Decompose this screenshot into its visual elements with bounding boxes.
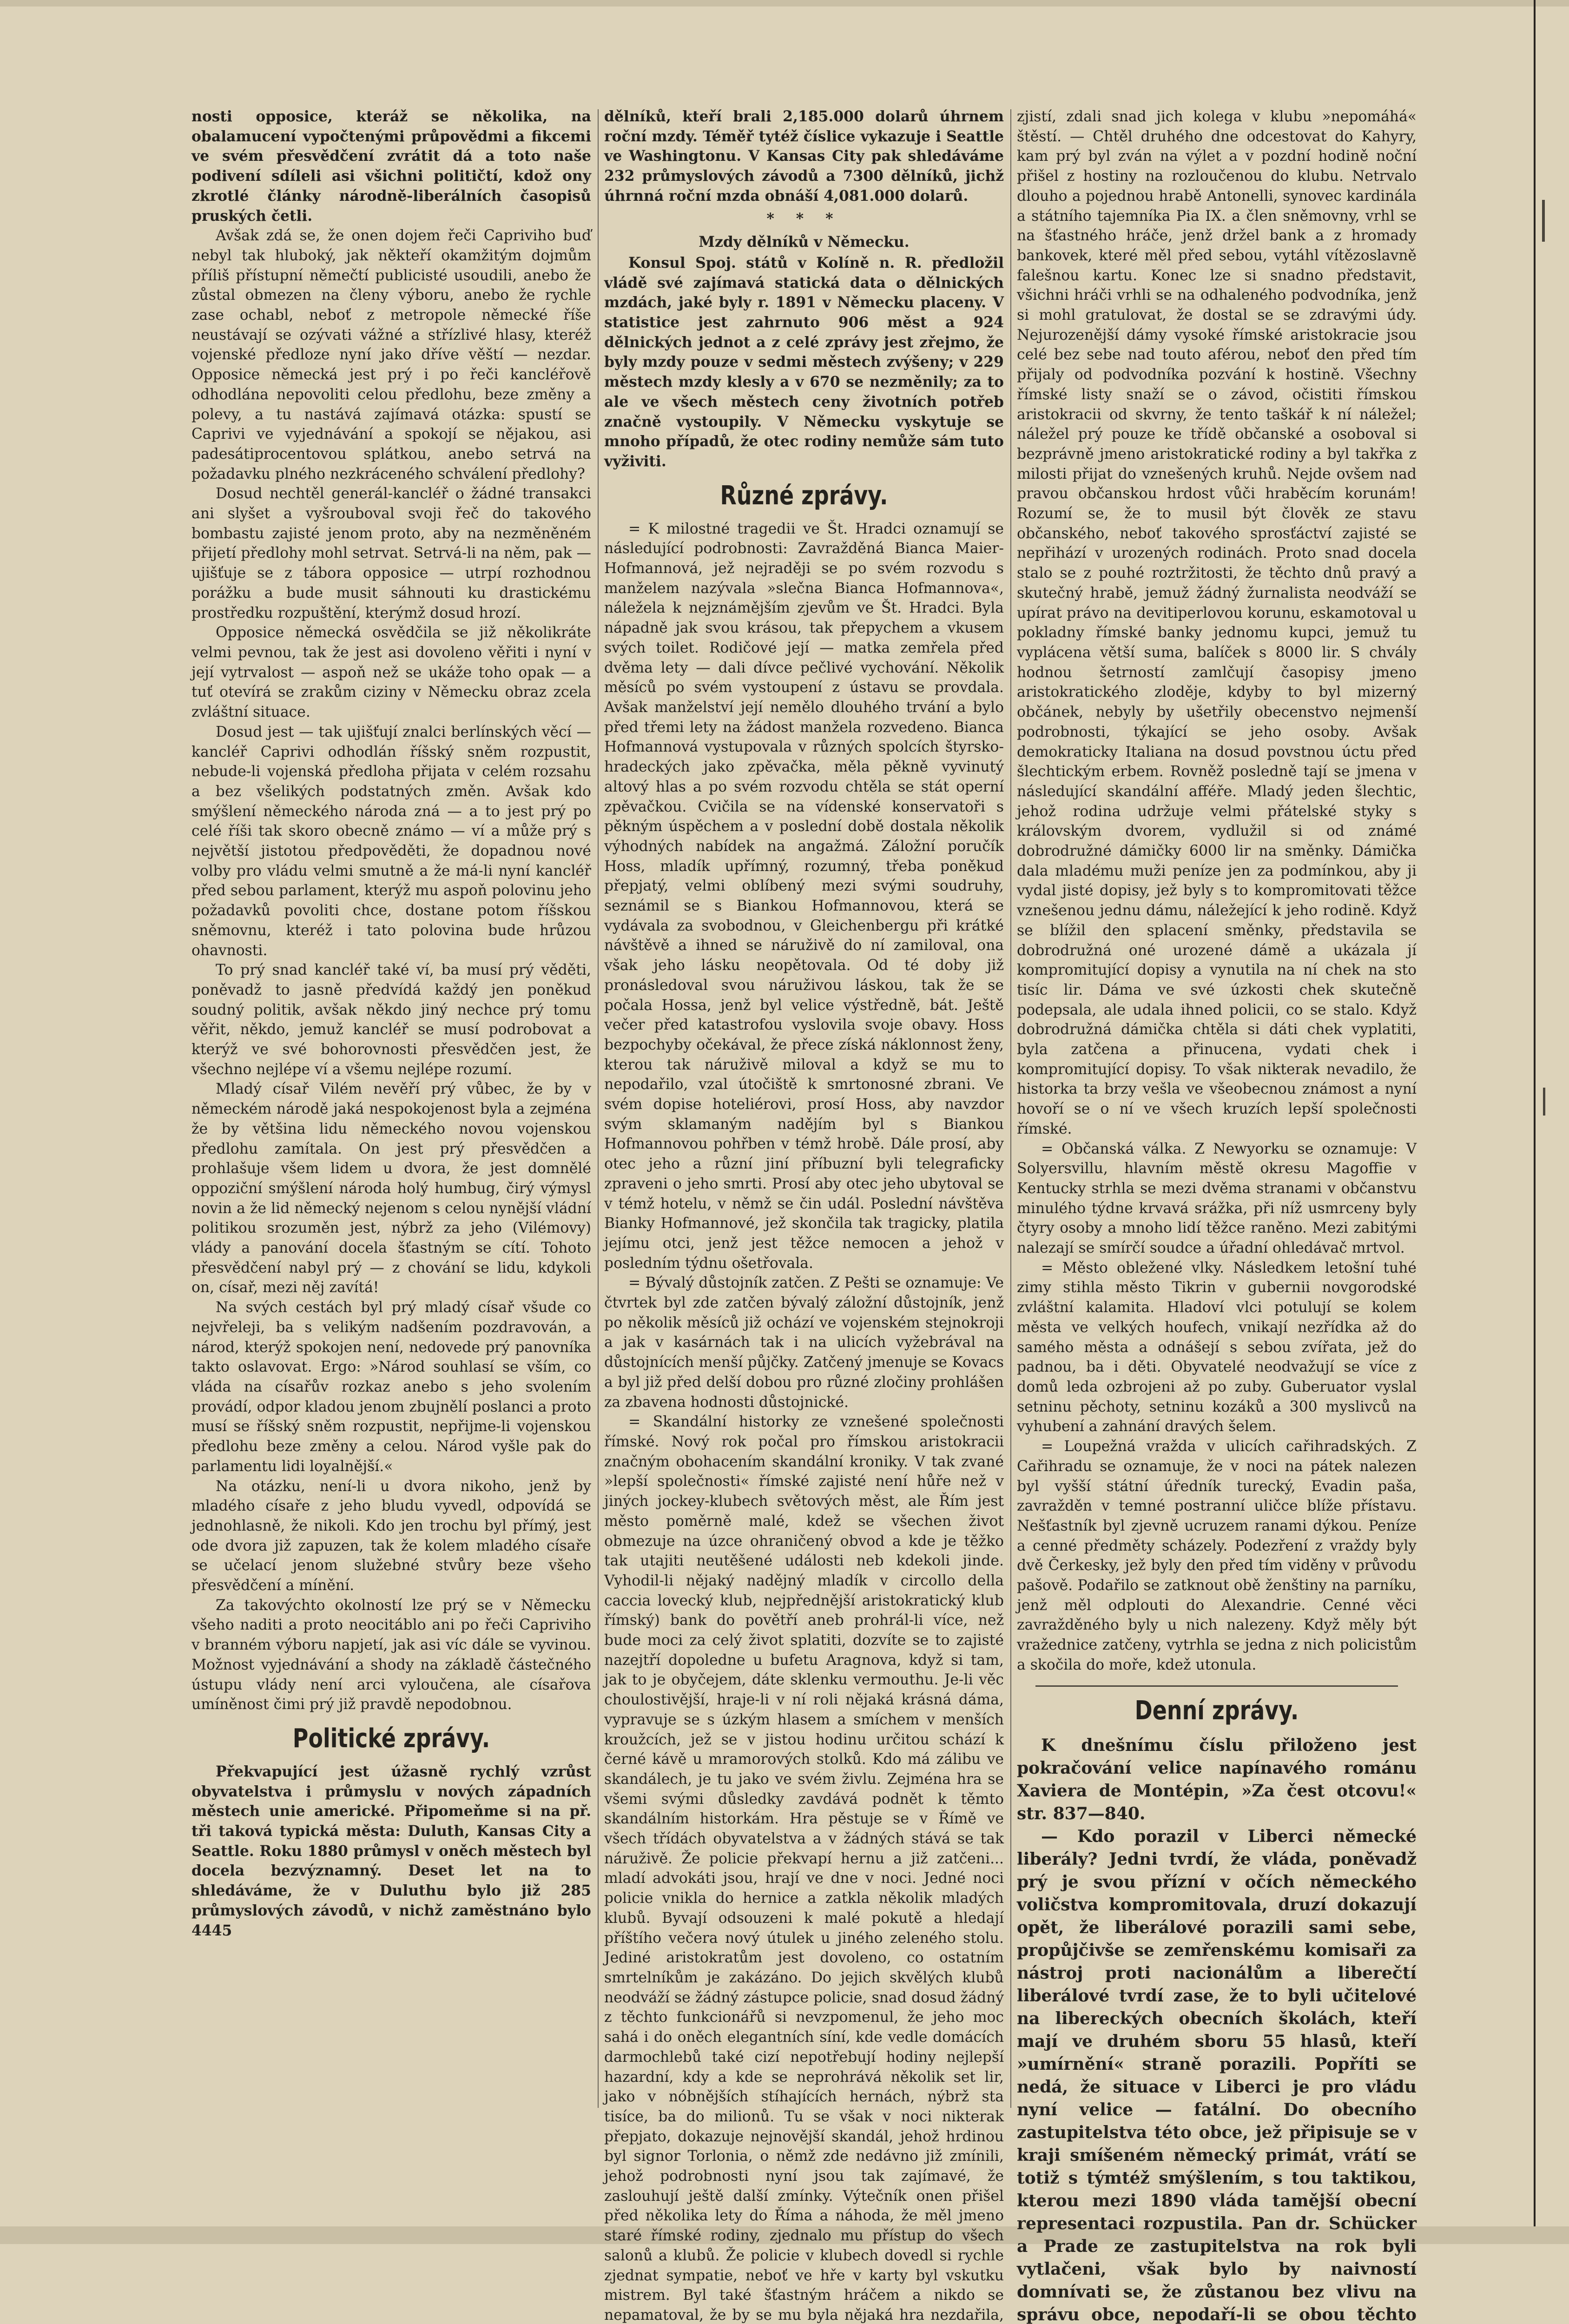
paragraph: Dosud jest — tak ujišťují znalci berlínských věcí — kancléř Caprivi odhodlán říšský sněm rozpustit, nebude-li vojenská předloha přijata v celém rozsahu a bez všelikých podstatných změn. Avšak kdo smýšlení německého národa zná — a to jest prý po celé říši tak skoro obecně známo — ví a může prý s největší jistotou předpověděti, že dopadnou nové volby pro vládu velmi smutně a že má-li nyní kancléř před sebou parlament, kterýž mu aspoň polovinu jeho požadavků povoliti chce, dostane potom říšskou sněmovnu, kteréž i tato polovina bude hrůzou ohavnosti. [191, 723, 591, 959]
column-1 [191, 107, 591, 2189]
paragraph: K dnešnímu číslu přiloženo jest pokračování velice napínavého románu Xaviera de Montépin, »Za čest otcovu!« str. 837—840. [1017, 1735, 1417, 1823]
section-heading-ruzne-zpravy: Různé zprávy. [720, 480, 888, 511]
paragraph: Za takovýchto okolností lze prý se v Německu všeho naditi a proto neocitáblo ani po řeči Capriviho v branném výboru napjetí, jak asi víc dále se vyvinou. Možnost vyjednávání a shody na základě částečného ústupu vlády není arci vyloučena, ale císařova umíněnost čimi prý již pravdě nepodobnou. [191, 1597, 591, 1713]
paragraph: = Skandální historky ze vznešené společnosti římské. Nový rok počal pro římskou aristokracii značným obohacením skandální kroniky. V tak zvané »lepší společnosti« římské zajisté není hůře než v jiných jockey-klubech světových měst, ale Řím jest město poměrně malé, kdež se všechen život obmezuje na úzce ohraničený obvod a kde je těžko tak utajiti neutěšené události neb kdekoli jinde. Vyhodil-li nějaký nadějný mladík v circollo della caccia lovecký klub, nejpřednější aristokratický klub římský) bank do povětří aneb prohrál-li více, než bude moci za celý život splatiti, dozvíte se to zajisté nazejtří dopoledne u bufetu Aragnova, když si tam, jak to je obyčejem, dáte sklenku vermouthu. Je-li věc choulostivější, hraje-li v ní roli nějaká krásná dáma, vypravuje se s úzkým hlasem a smíchem v menších kroužcích, jež se v jistou hodinu určitou schází k černé kávě u mramorových stolků. Kdo má zálibu ve skandálech, je tu jako ve svém živlu. Zejména hra se všemi svými důsledky zavdává podnět k těmto skandálním historkám. Hra pěstuje se v Římě ve všech třídách obyvatelstva a v žádných stává se tak náruživě. Že policie překvapí hernu a již zatčeni... mladí advokáti jsou, hrají ve dne v noci. Jedné noci policie vnikla do hernice a zatkla několik mladých klubů. Byvají odsouzeni k malé pokutě a hledají příštího večera nový útulek u jiného zeleného stolu. Jediné aristokratům jest dovoleno, co ostatním smrtelníkům je zakázáno. Do jejich skvělých klubů neodváží se žádný zástupce policie, snad dosud žádný z těchto funkcionářů si nevzpomenul, že jeho moc sahá i do oněch elegantních síní, kde vedle domácích darmochlebů také cizí nepotřebují hodiny nejlepší hazardní, kdy a kde se neprohrává několik set lir, jako v nóbnějších stíhajících hernách, nýbrž sta tisíce, ba do milionů. Tu se však v noci nikterak přepjato, dokazuje nejnovější skandál, jehož hrdinou byl signor Torlonia, o němž zde nedávno již zmínili, jehož podrobnosti nyní jsou tak zajímavé, že zaslouhují ještě další zmínky. Výtečník onen přišel před několika lety do Říma a náhoda, že měl jmeno staré římské rodiny, zjednalo mu přístup do všech salonů a klubů. Že policie v klubech dovedl si rychle zjednat sympatie, neboť ve hře v karty byl vskutku mistrem. Byl také šťastným hráčem a nikdo se nepamatoval, že by se mu byla nějaká hra nezdařila, [604, 1413, 1004, 2324]
paragraph: Opposice německá osvědčila se již několikráte velmi pevnou, tak že jest asi dovoleno věřiti i nyní v její vytrvalost — aspoň než se ukáže toho opak — a tuť otevírá se zrakům ciziny v Německu obraz zcela zvláštní situace. [191, 624, 591, 721]
paragraph: Na svých cestách byl prý mladý císař všude co nejvřeleji, ba s velikým nadšením pozdravován, a národ, kterýž spokojen není, nedovede prý panovníka takto oslavovat. Ergo: »Národ souhlasí se vším, co vláda na císařův rozkaz anebo s jeho svolením provádí, odpor kladou jenom zbujnělí poslanci a proto musí se říšský sněm rozpustit, nepřijme-li vojenskou předlohu beze změny a celou. Národ vyšle pak do parlamentu lidi loyalnější.« [191, 1299, 591, 1475]
paragraph: To prý snad kancléř také ví, ba musí prý věděti, poněvadž to jasně předvídá každý jen poněkud soudný politik, avšak někdo jiný nechce prý tomu věřit, někdo, jemuž kancléř se musí podrobovat a kterýž ve své bohorovnosti přesvědčen jest, že všechno nejlépe ví a všemu nejlépe rozumí. [191, 962, 591, 1078]
paragraph: = Město obležené vlky. Následkem letošní tuhé zimy stihla město Tikrin v gubernii novgorodské zvláštní kalamita. Hladoví vlci potulují se kolem města ve velkých houfech, vnikají nezřídka až do samého města a odnášejí s sebou zvířata, jež do padnou, ba i děti. Obyvatelé neodvažují se více z domů leda ozbrojeni až po zuby. Guberuator vyslal setninu pěchoty, setninu kozáků a 300 myslivců na vyhubení a zahnání dravých šelem. [1017, 1259, 1417, 1435]
paragraph: Překvapující jest úžasně rychlý vzrůst obyvatelstva i průmyslu v nových západních městech unie americké. Připomeňme si na př. tři taková typická města: Duluth, Kansas City a Seattle. Roku 1880 průmysl v oněch městech byl docela bezvýznamný. Deset let na to shledáváme, že v Duluthu bylo již 285 průmyslových závodů, v nichž zaměstnáno bylo 4445 [191, 1763, 591, 1939]
column-rule [598, 109, 599, 2108]
margin-mark [1543, 1088, 1545, 1116]
paragraph: Dosud nechtěl generál-kancléř o žádné transakci ani slyšet a vyšrouboval svoji řeč do takového bombastu zajisté jenom proto, aby na nezměněném přijetí předlohy mohl setrvat. Setrvá-li na něm, pak — ujišťuje se z tábora opposice — utrpí rozhodnou porážku a bude musit sáhnouti ku drastickému prostředku rozpuštění, kterýmž dosud hrozí. [191, 485, 591, 621]
scan-border-top [0, 0, 1569, 7]
paragraph: Avšak zdá se, že onen dojem řeči Capriviho buď nebyl tak hluboký, jak někteří okamžitým dojmům příliš přístupní němečtí publicisté usoudili, anebo že zůstal obmezen na členy výboru, anebo že rychle zase ochabl, neboť z metropole německé říše neustávají se ozývati vážné a střízlivé hlasy, kteréž vojenské předloze nyní jako dříve věští — nezdar. Opposice německá jest prý i po řeči kancléřově odhodlána nepovoliti celou předlohu, beze změny a polevy, a tu nastává zajímavá otázka: spustí se Caprivi ve vyjednávání a spokojí se nějakou, asi padesátiprocentovou splátkou, anebo setrvá na požadavku plného nezkráceného schválení předlohy? [191, 227, 591, 482]
margin-mark [1542, 200, 1545, 242]
section-heading-denni-zpravy: Denní zprávy. [1134, 1695, 1299, 1726]
paragraph: zjistí, zdali snad jich kolega v klubu »nepomáhá« štěstí. — Chtěl druhého dne odcestovat do Kahyry, kam prý byl zván na výlet a v pozdní hodině noční přišel z hostiny na rozloučenou do klubu. Netrvalo dlouho a pojednou hrabě Antonelli, synovec kardinála a státního tajemníka Pia IX. a člen sněmovny, vrhl se na šťastného hráče, jenž držel bank a z hromady bankovek, které měl před sebou, vytáhl vítězoslavně falešnou kartu. Konec lze si snadno představit, všichni hráči vrhli se na odhaleného podvodníka, jenž si mohl gratulovat, že dostal se se zdravými údy. Nejurozenější dámy vysoké římské aristokracie jsou celé bez sebe nad touto aférou, neboť den před tím přijaly od podvodníka pozvání k hostině. Všechny římské listy snaží se o závod, očistiti římskou aristokracii od skvrny, že tento taškář k ní náležel; náležel prý pouze ke třídě občanské a osoboval si bezprávně jmeno aristokratické rodiny a byl takřka z milosti přijat do vznešených kruhů. Nejde ovšem nad pravou občanskou hrdost vůči hraběcím korunám! Rozumí se, že to musil být člověk ze stavu občanského, neboť takového sprosťáctví zajisté se nepřihází v urozených rodinách. Proto snad docela stalo se z pouhé roztržitosti, že těchto dnů pravý a skutečný hrabě, jemuž žádný žurnalista neodváží se upírat právo na devitiperlovou korunu, eskamotoval u pokladny římské banky jednomu kupci, jemuž tu vyplácena větší suma, balíček s 8000 lir. S chvály hodnou šetrností zamlčují časopisy jmeno aristokratického zloděje, kdyby to byl mizerný občánek, nebyly by ušetřily obecenstvo nejmenší podrobnosti, týkající se jeho osoby. Avšak demokraticky Italiana na dosud povstnou úctu před šlechtickým erbem. Rovněž posledně tají se jmena v následující skandální afféře. Mladý jeden šlechtic, jehož rodina udržuje velmi přátelské styky s královským dvorem, vydlužil si od známé dobrodružné dámičky 6000 lir na směnky. Dámička dala mladému muži peníze jen za podmínkou, aby ji vydal jisté dopisy, jež byly s to kompromitovati těžce vznešenou jednu dámu, náležející k jeho rodině. Když se blížil den splacení směnky, představila se dobrodružná oné urozené dámě a ukázala jí kompromitující dopisy a vynutila na ní chek na sto tisíc lir. Dáma ve své úzkosti chek skutečně podepsala, ale udala ihned policii, co se stalo. Když dobrodružná dámička chtěla si dáti chek vyplatiti, byla zatčena a přinucena, vydati chek i kompromitující dopisy. To však nikterak nevadilo, že historka ta brzy vešla ve všeobecnou známost a nyní hovoří se o ní ve všech kruzích lepší společnosti římské. [1017, 108, 1417, 1137]
paragraph: Mladý císař Vilém nevěří prý vůbec, že by v německém národě jaká nespokojenost byla a zejména že by většina lidu německého novou vojenskou předlohu zamítala. On jest prý přesvědčen a prohlašuje všem lidem u dvora, že jest domnělé oppoziční smýšlení národa holý humbug, čirý výmysl novin a že lid německý nejenom s celou nynější vládní politikou srozuměn jest, nýbrž za jeho (Vilémovy) vlády a panování docela šťastným se cítí. Tohoto přesvědčení nabyl prý — z chování se lidu, kdykoli on, císař, mezi něj zavítá! [191, 1081, 591, 1296]
section-separator-stars: * * * [766, 210, 842, 227]
column-rule [1010, 109, 1011, 2108]
column-3 [1017, 107, 1417, 2324]
section-heading-politicke-zpravy: Politické zprávy. [292, 1723, 490, 1754]
paragraph: Na otázku, není-li u dvora nikoho, jenž by mladého císaře z jeho bludu vyvedl, odpovídá se jednohlasně, že nikoli. Kdo jen trochu byl přímý, jest ode dvora již zapuzen, tak že kolem mladého císaře se učelací jenom služebné stvůry beze všeho přesvědčení a mínění. [191, 1478, 591, 1594]
paragraph: = K milostné tragedii ve Št. Hradci oznamují se následující podrobnosti: Zavražděná Bianca Maier-Hofmannová, jež nejraději se po svém rozvodu s manželem nazývala »slečna Bianca Hofmannova«, náležela k nejznámějším zjevům ve Št. Hradci. Byla nápadně jak svou krásou, tak přepychem a vkusem svých toilet. Rodičové její — matka zemřela před dvěma lety — dali dívce pečlivé vychování. Několik měsíců po svém vystoupení z ústavu se provdala. Avšak manželství její nemělo dlouhého trvání a bylo před třemi lety na žádost manžela rozvedeno. Bianca Hofmannová vystupovala v různých spolcích štyrsko-hradeckých jako zpěvačka, měla pěkně vyvinutý altový hlas a po svém rozvodu chtěla se stát operní zpěvačkou. Cvičila se na vídenské konservatoři s pěkným úspěchem a v poslední době dostala několik výhodných nabídek na angažmá. Záložní poručík Hoss, mladík upřímný, rozumný, třeba poněkud přepjatý, velmi oblíbený mezi svými soudruhy, seznámil se s Biankou Hofmannovou, která se vydávala za svobodnou, v Gleichenbergu při krátké návštěvě a ihned se náruživě do ní zamiloval, ona však jeho lásku neopětovala. Od té doby již pronásledoval svou náruživou láskou, tak že se počala Hossa, jenž byl velice výstředně, bát. Ještě večer před katastrofou vyslovila svoje obavy. Hoss bezpochyby očekával, že přece získá náklonnost ženy, kterou tak náruživě miloval a když se mu to nepodařilo, vzal útočiště k smrtonosné zbrani. Ve svém dopise hoteliérovi, prosí Hoss, aby navzdor svým sklamaným nadějím byl s Biankou Hofmannovou pohřben v témž hrobě. Dále prosí, aby otec jeho a různí jiní příbuzní byli telegraficky zpraveni o jeho smrti. Prosí aby otec jeho ubytoval se v témž hotelu, v němž se čin udál. Poslední návštěva Bianky Hofmannové, jež skončila tak tragicky, platila jejímu otci, jenž jest těžce nemocen a jehož v posledním týdnu ošetřovala. [604, 520, 1004, 1272]
column-2 [604, 107, 1004, 2324]
paragraph: nosti opposice, kteráž se několika, na obalamucení vypočtenými průpovědmi a fikcemi ve svém přesvědčení zvrátit dá a toto naše podivení sdíleli asi všichni političtí, kdož ony zkrotlé články národně-liberálních časopisů pruských četli. [191, 108, 591, 224]
subheading-mzdy-delniku: Mzdy dělníků v Německu. [699, 234, 910, 251]
scan-border-right [1534, 0, 1536, 2244]
paragraph: — Kdo porazil v Liberci německé liberály? Jedni tvrdí, že vláda, poněvadž prý je svou přízní v očích německého voličstva kompromitovala, druzí dokazují opět, že liberálové porazili sami sebe, propůjčivše se zemřenskému komisaři za nástroj proti nacionálům a liberečtí liberálové tvrdí zase, že to byli učitelové na libereckých obecních školách, kteří mají ve druhém sboru 55 hlasů, kteří »umírnění« straně porazili. Popříti se nedá, že situace v Liberci je pro vládu nyní velice — fatální. Do obecního zastupitelstva této obce, jež připisuje se v kraji smíšeném německý primát, vrátí se totiž s týmtéž smýšlením, s tou taktikou, kterou mezi 1890 vláda tamější obecní representaci rozpustila. Pan dr. Schücker a Prade ze zastupitelstva na rok byli vytlačeni, však bylo by naivností domnívati se, že zůstanou bez vlivu na správu obce, nepodaří-li se obou těchto [1017, 1826, 1417, 2324]
paragraph: = Občanská válka. Z Newyorku se oznamuje: V Solyersvillu, hlavním městě okresu Magoffie v Kentucky strhla se mezi dvěma stranami v občanstvu minulého týdne krvavá srážka, při níž usmrceny byly čtyry osoby a mnoho lidí těžce raněno. Mezi zabitými nalezají se smírčí soudce a úřadní ohledávač mrtvol. [1017, 1140, 1417, 1257]
section-divider [1035, 1685, 1398, 1687]
paragraph: = Bývalý důstojník zatčen. Z Pešti se oznamuje: Ve čtvrtek byl zde zatčen bývalý záložní důstojník, jenž po několik měsíců již ochází ve vojenském stejnokroji a jak v kasárnách tak i na ulicích vyžebrával na důstojnících menší půjčky. Zatčený jmenuje se Kovacs a byl již před delší dobou pro různé zločiny prohlášen za zbavena hodnosti důstojnické. [604, 1274, 1004, 1411]
paragraph: Konsul Spoj. států v Kolíně n. R. předložil vládě své zajímavá statická data o dělnických mzdách, jaké byly r. 1891 v Německu placeny. V statistice jest zahrnuto 906 měst a 924 dělnických jednot a z celé zprávy jest zřejmo, že byly mzdy pouze v sedmi městech zvýšeny; v 229 městech mzdy klesly a v 670 se nezměnily; za to ale ve všech městech ceny životních potřeb značně vystoupily. V Německu vyskytuje se mnoho případů, že otec rodiny nemůže sám tuto vyživiti. [604, 254, 1004, 470]
paragraph: dělníků, kteří brali 2,185.000 dolarů úhrnem roční mzdy. Téměř tytéž číslice vykazuje i Seattle ve Washingtonu. V Kansas City pak shledáváme 232 průmyslových závodů a 7300 dělníků, jichž úhrnná roční mzda obnáší 4,081.000 dolarů. [604, 108, 1004, 205]
paragraph: = Loupežná vražda v ulicích cařihradských. Z Cařihradu se oznamuje, že v noci na pátek nalezen byl vyšší státní úředník turecký, Evadin paša, zavražděn v temné postranní uličce blíže přístavu. Nešťastník byl zjevně ucruzem ranami dýkou. Peníze a cenné předměty scházely. Podezření z vraždy byly dvě Čerkesky, jež byly den před tím viděny v průvodu pašově. Podařilo se zatknout obě ženštiny na parníku, jenž měl odplouti do Alexandrie. Cenné věci zavražděného byly u nich nalezeny. Když měly být vražednice zatčeny, vytrhla se jedna z nich policistům a skočila do moře, kdež utonula. [1017, 1438, 1417, 1673]
